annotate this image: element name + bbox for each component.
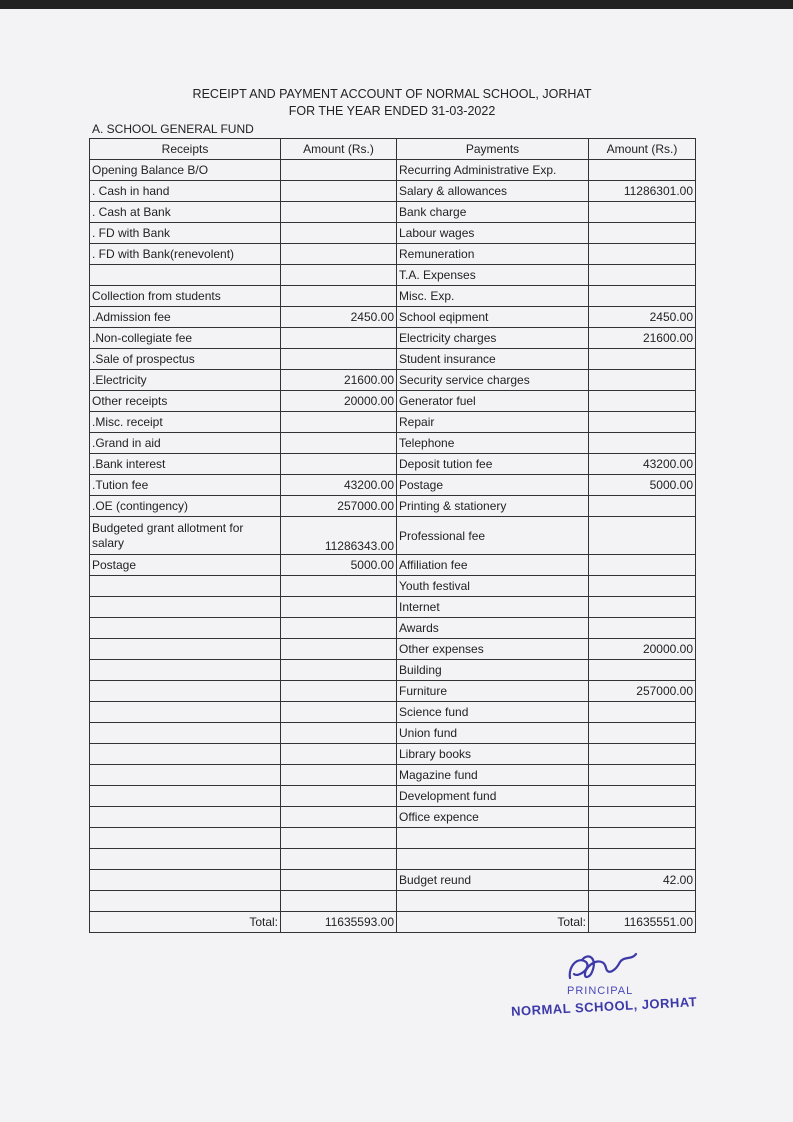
payment-item: Postage xyxy=(397,475,589,496)
payment-amount xyxy=(589,660,696,681)
payments-total-label: Total: xyxy=(397,912,589,933)
receipt-amount xyxy=(281,244,397,265)
receipt-item xyxy=(90,765,281,786)
payment-amount xyxy=(589,618,696,639)
receipt-item: .OE (contingency) xyxy=(90,496,281,517)
receipt-item xyxy=(90,723,281,744)
payment-item: Other expenses xyxy=(397,639,589,660)
receipt-item xyxy=(90,618,281,639)
table-row xyxy=(90,807,696,828)
payment-amount: 2450.00 xyxy=(589,307,696,328)
payment-item: Internet xyxy=(397,597,589,618)
payment-amount xyxy=(589,433,696,454)
payment-amount xyxy=(589,849,696,870)
receipt-item: . FD with Bank(renevolent) xyxy=(90,244,281,265)
receipt-amount xyxy=(281,849,397,870)
payment-amount xyxy=(589,828,696,849)
payment-amount xyxy=(589,891,696,912)
payment-item: Affiliation fee xyxy=(397,555,589,576)
table-row xyxy=(90,765,696,786)
payment-amount xyxy=(589,223,696,244)
table-row xyxy=(90,286,696,307)
receipt-amount xyxy=(281,786,397,807)
payment-amount: 21600.00 xyxy=(589,328,696,349)
payment-amount xyxy=(589,597,696,618)
receipt-amount xyxy=(281,618,397,639)
receipt-item xyxy=(90,807,281,828)
table-row xyxy=(90,391,696,412)
payment-item: Union fund xyxy=(397,723,589,744)
receipt-amount: 257000.00 xyxy=(281,496,397,517)
payment-item: Awards xyxy=(397,618,589,639)
table-row xyxy=(90,870,696,891)
receipt-amount xyxy=(281,639,397,660)
receipt-item: . Cash at Bank xyxy=(90,202,281,223)
payment-amount xyxy=(589,744,696,765)
table-row xyxy=(90,412,696,433)
receipts-total-label: Total: xyxy=(90,912,281,933)
table-row xyxy=(90,891,696,912)
receipt-amount xyxy=(281,202,397,223)
table-row xyxy=(90,828,696,849)
payment-item: Electricity charges xyxy=(397,328,589,349)
receipt-item: Opening Balance B/O xyxy=(90,160,281,181)
payment-item xyxy=(397,891,589,912)
receipt-item xyxy=(90,681,281,702)
receipt-amount: 11286343.00 xyxy=(281,517,397,555)
table-row xyxy=(90,597,696,618)
receipt-amount xyxy=(281,702,397,723)
payment-amount xyxy=(589,517,696,555)
payment-amount: 5000.00 xyxy=(589,475,696,496)
table-row xyxy=(90,849,696,870)
receipt-item: . Cash in hand xyxy=(90,181,281,202)
payment-amount xyxy=(589,370,696,391)
table-row xyxy=(90,223,696,244)
receipt-item: . FD with Bank xyxy=(90,223,281,244)
payment-amount xyxy=(589,160,696,181)
receipt-payment-table xyxy=(89,138,696,933)
payment-amount xyxy=(589,555,696,576)
table-row xyxy=(90,328,696,349)
table-row xyxy=(90,660,696,681)
receipt-amount xyxy=(281,412,397,433)
table-row xyxy=(90,433,696,454)
payment-item: Library books xyxy=(397,744,589,765)
table-row xyxy=(90,517,696,555)
receipt-amount: 43200.00 xyxy=(281,475,397,496)
payments-amount-header: Amount (Rs.) xyxy=(589,139,696,160)
payment-item: Professional fee xyxy=(397,517,589,555)
receipt-item xyxy=(90,576,281,597)
table-header-row xyxy=(90,139,696,160)
table-row xyxy=(90,555,696,576)
table-row xyxy=(90,496,696,517)
payment-amount xyxy=(589,412,696,433)
payment-amount: 20000.00 xyxy=(589,639,696,660)
payment-amount xyxy=(589,286,696,307)
payment-amount xyxy=(589,496,696,517)
receipts-total-amount: 11635593.00 xyxy=(281,912,397,933)
receipt-item: Budgeted grant allotment for salary xyxy=(90,517,281,555)
payment-amount xyxy=(589,202,696,223)
receipt-item: .Grand in aid xyxy=(90,433,281,454)
receipt-item xyxy=(90,265,281,286)
receipt-item xyxy=(90,891,281,912)
receipt-amount xyxy=(281,660,397,681)
receipt-amount xyxy=(281,870,397,891)
signature-scribble xyxy=(570,954,636,978)
table-row xyxy=(90,370,696,391)
table-row xyxy=(90,181,696,202)
receipt-item: .Admission fee xyxy=(90,307,281,328)
payment-amount xyxy=(589,244,696,265)
payment-item: School eqipment xyxy=(397,307,589,328)
payment-item: Repair xyxy=(397,412,589,433)
payment-item: Magazine fund xyxy=(397,765,589,786)
receipt-item: Collection from students xyxy=(90,286,281,307)
payment-amount: 11286301.00 xyxy=(589,181,696,202)
receipt-item xyxy=(90,849,281,870)
receipt-amount xyxy=(281,744,397,765)
receipt-amount: 20000.00 xyxy=(281,391,397,412)
payment-amount xyxy=(589,807,696,828)
receipt-amount xyxy=(281,328,397,349)
payments-total-amount: 11635551.00 xyxy=(589,912,696,933)
payment-amount xyxy=(589,702,696,723)
receipt-item xyxy=(90,870,281,891)
receipt-item: .Sale of prospectus xyxy=(90,349,281,370)
receipt-item: Other receipts xyxy=(90,391,281,412)
receipt-amount xyxy=(281,828,397,849)
table-body xyxy=(90,160,696,912)
table-row xyxy=(90,618,696,639)
receipt-amount xyxy=(281,807,397,828)
table-row xyxy=(90,307,696,328)
payment-item: Misc. Exp. xyxy=(397,286,589,307)
payment-amount: 257000.00 xyxy=(589,681,696,702)
payment-item xyxy=(397,849,589,870)
receipts-amount-header: Amount (Rs.) xyxy=(281,139,397,160)
table-row xyxy=(90,475,696,496)
table-row xyxy=(90,576,696,597)
receipt-amount xyxy=(281,723,397,744)
receipt-item xyxy=(90,786,281,807)
receipt-amount: 2450.00 xyxy=(281,307,397,328)
payment-item: Building xyxy=(397,660,589,681)
payment-item: Development fund xyxy=(397,786,589,807)
receipt-amount xyxy=(281,681,397,702)
table-row xyxy=(90,744,696,765)
payments-header: Payments xyxy=(397,139,589,160)
receipt-item xyxy=(90,597,281,618)
payment-item: Student insurance xyxy=(397,349,589,370)
receipt-amount xyxy=(281,576,397,597)
receipt-item: .Tution fee xyxy=(90,475,281,496)
payment-item: Labour wages xyxy=(397,223,589,244)
receipt-amount xyxy=(281,160,397,181)
receipt-amount xyxy=(281,891,397,912)
receipt-amount xyxy=(281,597,397,618)
payment-amount xyxy=(589,576,696,597)
payment-item: Office expence xyxy=(397,807,589,828)
receipt-amount xyxy=(281,433,397,454)
receipt-item: .Electricity xyxy=(90,370,281,391)
receipt-amount xyxy=(281,454,397,475)
payment-item xyxy=(397,828,589,849)
receipt-amount: 21600.00 xyxy=(281,370,397,391)
payment-item: Salary & allowances xyxy=(397,181,589,202)
payment-amount xyxy=(589,265,696,286)
payment-item: Telephone xyxy=(397,433,589,454)
receipt-item: .Non-collegiate fee xyxy=(90,328,281,349)
payment-amount: 42.00 xyxy=(589,870,696,891)
payment-item: Youth festival xyxy=(397,576,589,597)
receipt-item: .Bank interest xyxy=(90,454,281,475)
table-row xyxy=(90,349,696,370)
payment-item: Remuneration xyxy=(397,244,589,265)
payment-item: T.A. Expenses xyxy=(397,265,589,286)
stamp-school-name: NORMAL SCHOOL, JORHAT xyxy=(510,994,698,1019)
table-row xyxy=(90,786,696,807)
payment-item: Security service charges xyxy=(397,370,589,391)
payment-item: Generator fuel xyxy=(397,391,589,412)
payment-item: Bank charge xyxy=(397,202,589,223)
scan-edge xyxy=(0,0,793,9)
fund-label: A. SCHOOL GENERAL FUND xyxy=(92,122,254,136)
table-row xyxy=(90,702,696,723)
payment-amount: 43200.00 xyxy=(589,454,696,475)
payment-item: Budget reund xyxy=(397,870,589,891)
table-row xyxy=(90,681,696,702)
table-row xyxy=(90,723,696,744)
document-subtitle: FOR THE YEAR ENDED 31-03-2022 xyxy=(288,104,496,118)
payment-item: Science fund xyxy=(397,702,589,723)
payment-item: Recurring Administrative Exp. xyxy=(397,160,589,181)
payment-amount xyxy=(589,786,696,807)
payment-item: Printing & stationery xyxy=(397,496,589,517)
table-row xyxy=(90,202,696,223)
receipt-item xyxy=(90,639,281,660)
payment-amount xyxy=(589,723,696,744)
receipt-amount: 5000.00 xyxy=(281,555,397,576)
receipts-header: Receipts xyxy=(90,139,281,160)
receipt-amount xyxy=(281,349,397,370)
receipt-item xyxy=(90,702,281,723)
receipt-amount xyxy=(281,765,397,786)
payment-amount xyxy=(589,391,696,412)
receipt-item: .Misc. receipt xyxy=(90,412,281,433)
document-title: RECEIPT AND PAYMENT ACCOUNT OF NORMAL SCHOOL, JORHAT xyxy=(192,87,592,101)
receipt-amount xyxy=(281,265,397,286)
table-row xyxy=(90,639,696,660)
table-row xyxy=(90,244,696,265)
stamp-principal: PRINCIPAL xyxy=(567,985,634,997)
receipt-item xyxy=(90,828,281,849)
table-row xyxy=(90,265,696,286)
payment-amount xyxy=(589,765,696,786)
payment-item: Furniture xyxy=(397,681,589,702)
payment-item: Deposit tution fee xyxy=(397,454,589,475)
receipt-item: Postage xyxy=(90,555,281,576)
receipt-amount xyxy=(281,223,397,244)
receipt-amount xyxy=(281,181,397,202)
payment-amount xyxy=(589,349,696,370)
totals-row xyxy=(90,912,696,933)
receipt-amount xyxy=(281,286,397,307)
receipt-item xyxy=(90,660,281,681)
table-row xyxy=(90,160,696,181)
receipt-item xyxy=(90,744,281,765)
table-row xyxy=(90,454,696,475)
